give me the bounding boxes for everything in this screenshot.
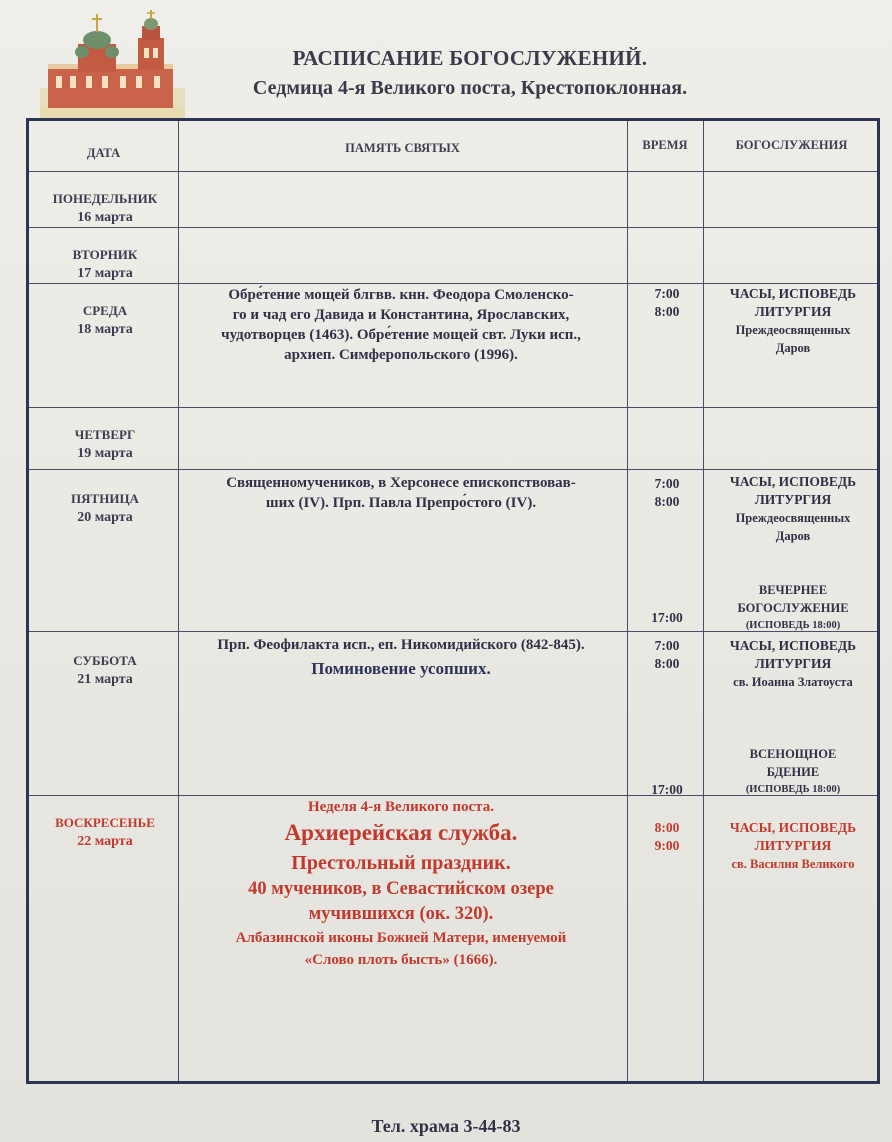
day-name: СРЕДА <box>82 303 128 318</box>
memory-line: Престольный праздник. <box>291 852 511 874</box>
page-header <box>190 46 750 100</box>
day-date: 21 марта <box>77 672 133 687</box>
service-line: Даров <box>775 529 811 543</box>
day-date: 22 марта <box>77 834 133 849</box>
service-line: ЛИТУРГИЯ <box>754 656 832 671</box>
row-divider <box>29 407 877 408</box>
day-date: 18 марта <box>77 322 133 337</box>
day-cell-friday <box>29 489 181 527</box>
day-name: ПЯТНИЦА <box>71 491 139 506</box>
schedule-table <box>26 118 880 1084</box>
column-header-date: ДАТА <box>86 146 121 160</box>
day-cell-wednesday <box>29 301 181 339</box>
service-line: ЧАСЫ, ИСПОВЕДЬ <box>729 638 857 653</box>
memory-line: Священномучеников, в Херсонесе епископствовав- <box>226 475 576 491</box>
service-line: ЧАСЫ, ИСПОВЕДЬ <box>729 286 857 301</box>
column-header-time: ВРЕМЯ <box>642 138 688 152</box>
memory-line: архиеп. Симферопольского (1996). <box>284 347 518 363</box>
day-cell-thursday <box>29 425 181 463</box>
service-line: Преждеосвященных <box>735 511 851 525</box>
day-name: ВОСКРЕСЕНЬЕ <box>55 815 155 830</box>
memory-line: чудотворцев (1463). Обре́тение мощей свт. Луки исп., <box>221 327 581 343</box>
service-time: 8:00 <box>654 494 680 509</box>
services-cell-sunday <box>705 819 881 873</box>
service-line: БДЕНИЕ <box>766 765 820 779</box>
service-time: 7:00 <box>654 476 680 491</box>
service-line: ЛИТУРГИЯ <box>754 304 832 319</box>
confession-note: (ИСПОВЕДЬ 18:00) <box>745 620 841 631</box>
memory-line: «Слово плоть бысть» (1666). <box>304 952 498 968</box>
memory-line: ших (IV). Прп. Павла Препро́стого (IV). <box>265 495 537 511</box>
day-date: 19 марта <box>77 446 133 461</box>
services-cell-friday <box>705 473 881 545</box>
column-divider <box>703 121 704 1081</box>
day-date: 20 марта <box>77 510 133 525</box>
confession-note: (ИСПОВЕДЬ 18:00) <box>745 784 841 795</box>
church-illustration <box>40 8 185 118</box>
evening-time-friday: 17:00 <box>651 610 683 625</box>
day-name: ВТОРНИК <box>72 247 138 262</box>
service-time: 7:00 <box>654 638 680 653</box>
time-cell-wednesday <box>629 285 705 321</box>
service-line: ЛИТУРГИЯ <box>754 492 832 507</box>
service-time: 8:00 <box>654 656 680 671</box>
memory-cell-sunday <box>177 797 625 971</box>
commemoration-line: Поминовение усопших. <box>311 659 491 678</box>
day-cell-tuesday <box>29 245 181 283</box>
service-time: 9:00 <box>654 838 680 853</box>
memory-cell-wednesday <box>177 285 625 365</box>
service-line: ВСЕНОЩНОЕ <box>749 747 837 761</box>
service-line: ВЕЧЕРНЕЕ <box>758 583 828 597</box>
day-cell-sunday <box>29 813 181 851</box>
row-divider <box>29 469 877 470</box>
row-divider <box>29 283 877 284</box>
memory-line: Прп. Феофилакта исп., еп. Никомидийского (842-845). <box>217 637 585 653</box>
memory-line: 40 мучеников, в Севастийском озере <box>248 879 554 899</box>
column-header-services: БОГОСЛУЖЕНИЯ <box>735 138 848 152</box>
memory-line: го и чад его Давида и Константина, Ярославских, <box>232 307 570 323</box>
service-line: Даров <box>775 341 811 355</box>
time-cell-sunday <box>629 819 705 855</box>
church-phone: Тел. храма 3-44-83 <box>371 1116 521 1136</box>
column-header-memory: ПАМЯТЬ СВЯТЫХ <box>345 141 460 155</box>
day-name: ЧЕТВЕРГ <box>74 427 136 442</box>
row-divider <box>29 171 877 172</box>
evening-time-saturday: 17:00 <box>651 782 683 797</box>
services-cell-wednesday <box>705 285 881 357</box>
memory-line: мучившихся (ок. 320). <box>308 904 494 924</box>
service-time: 8:00 <box>654 820 680 835</box>
time-cell-saturday <box>629 637 705 673</box>
time-cell-friday <box>629 475 705 511</box>
day-name: ПОНЕДЕЛЬНИК <box>52 191 158 206</box>
row-divider <box>29 227 877 228</box>
service-time: 7:00 <box>654 286 680 301</box>
evening-service-saturday <box>705 745 881 799</box>
service-line: ЧАСЫ, ИСПОВЕДЬ <box>729 474 857 489</box>
evening-service-friday <box>705 581 881 635</box>
memory-line: Обре́тение мощей блгвв. кнн. Феодора Смоленско- <box>228 287 574 303</box>
memory-line: Албазинской иконы Божией Матери, именуемой <box>235 930 567 946</box>
memory-line: Архиерейская служба. <box>284 820 518 845</box>
service-time: 8:00 <box>654 304 680 319</box>
day-date: 16 марта <box>77 210 133 225</box>
service-line: св. Василия Великого <box>731 857 855 871</box>
day-name: СУББОТА <box>73 653 137 668</box>
memory-cell-friday <box>177 473 625 513</box>
service-line: ЛИТУРГИЯ <box>754 838 832 853</box>
service-line: ЧАСЫ, ИСПОВЕДЬ <box>729 820 857 835</box>
day-cell-monday <box>29 189 181 227</box>
page-subtitle: Седмица 4-я Великого поста, Крестопоклонная. <box>252 77 688 99</box>
page-title: РАСПИСАНИЕ БОГОСЛУЖЕНИЙ. <box>292 46 648 70</box>
memory-cell-saturday <box>177 635 625 679</box>
memory-line: Неделя 4-я Великого поста. <box>308 799 494 815</box>
services-cell-saturday <box>705 637 881 691</box>
service-line: Преждеосвященных <box>735 323 851 337</box>
day-date: 17 марта <box>77 266 133 281</box>
column-divider <box>627 121 628 1081</box>
service-line: БОГОСЛУЖЕНИЕ <box>737 601 849 615</box>
day-cell-saturday <box>29 651 181 689</box>
service-line: св. Иоанна Златоуста <box>733 675 853 689</box>
